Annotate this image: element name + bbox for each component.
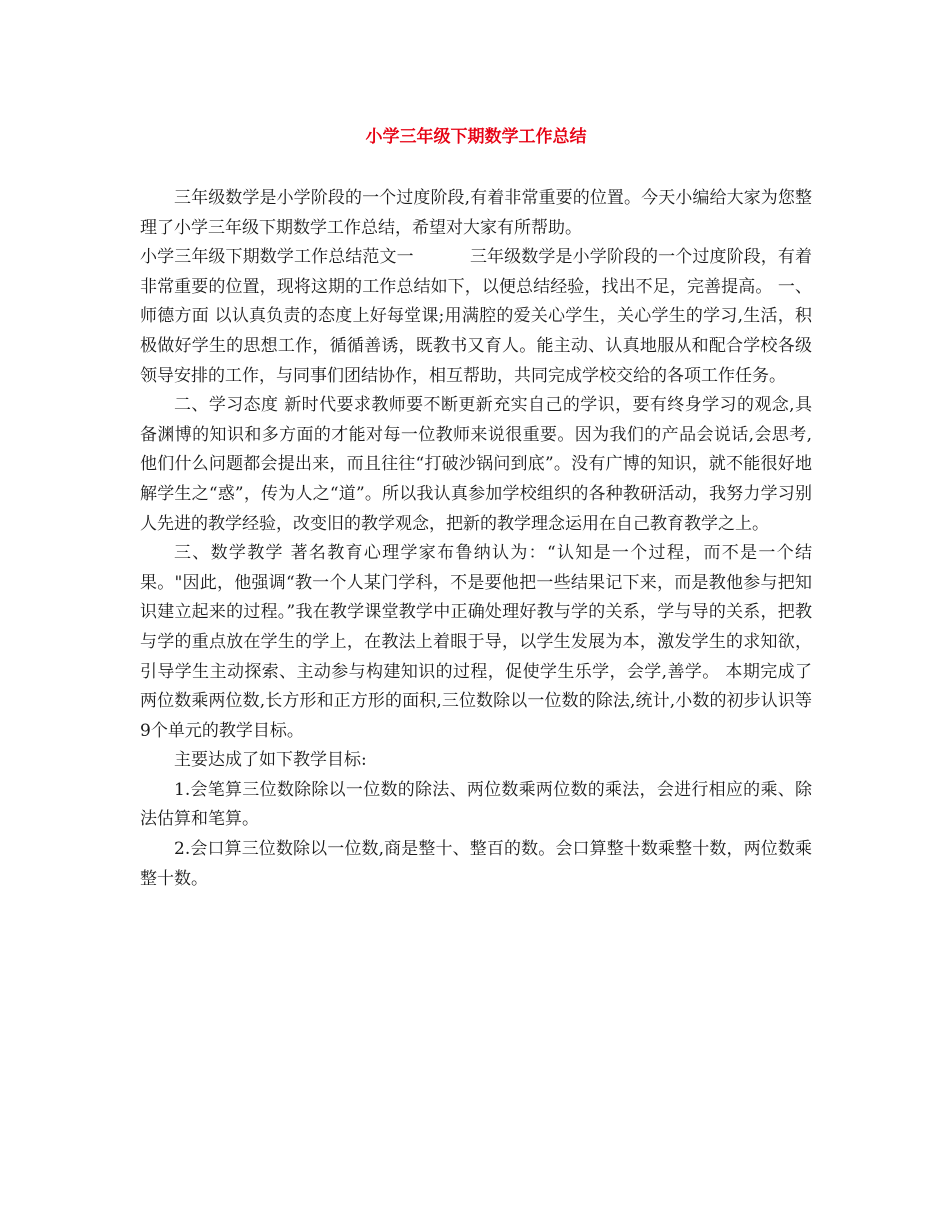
paragraph-goal-2: 2.会口算三位数除以一位数,商是整十、整百的数。会口算整十数乘整十数，两位数乘整十数。 <box>140 839 812 889</box>
paragraph-intro: 三年级数学是小学阶段的一个过度阶段,有着非常重要的位置。今天小编给大家为您整理了小学三年级下期数学工作总结，希望对大家有所帮助。 <box>140 188 812 238</box>
paragraph-study-attitude: 二、学习态度 新时代要求教师要不断更新充实自己的学识，要有终身学习的观念,具备渊博的知识和多方面的才能对每一位教师来说很重要。因为我们的产品会说话,会思考,他们什么问题都会提出来，而且往往“打破沙锅问到底”。没有广博的知识，就不能很好地解学生之“惑”，传为人之“道”。所以我认真参加学校组织的各种教研活动，我努力学习别人先进的教学经验，改变旧的教学观念，把新的教学理念运用在自己教育教学之上。 <box>140 395 812 534</box>
paragraph-goals-heading: 主要达成了如下教学目标: <box>174 750 367 771</box>
section-heading: 小学三年级下期数学工作总结范文一 <box>140 247 414 268</box>
paragraph-math-teaching: 三、数学教学 著名教育心理学家布鲁纳认为：“认知是一个过程，而不是一个结果。"因此，他强调“教一个人某门学科，不是要他把一些结果记下来，而是教他参与把知识建立起来的过程。”我在教学课堂教学中正确处理好教与学的关系，学与导的关系，把教与学的重点放在学生的学上，在教法上着眼于导，以学生发展为本，激发学生的求知欲，引导学生主动探索、主动参与构建知识的过程，促使学生乐学，会学,善学。 本期完成了两位数乘两位数,长方形和正方形的面积,三位数除以一位数的除法,统计,小数的初步认识等9个单元的教学目标。 <box>140 543 812 741</box>
paragraph-section-one <box>140 243 812 391</box>
document-body <box>140 184 812 894</box>
section-intro-text: 三年级数学是小学阶段的一个过度阶段，有着非常重要的位置，现将这期的工作总结如下，以便总结经验，找出不足，完善提高。 一、师德方面 以认真负责的态度上好每堂课;用满腔的爱关心学生，关心学生的学习,生活，积极做好学生的思想工作，循循善诱，既教书又育人。能主动、认真地服从和配合学校各级领导安排的工作，与同事们团结协作，相互帮助，共同完成学校交给的各项工作任务。 <box>140 247 813 386</box>
document-title: 小学三年级下期数学工作总结 <box>365 127 587 147</box>
paragraph-goal-1: 1.会笔算三位数除除以一位数的除法、两位数乘两位数的乘法，会进行相应的乘、除法估算和笔算。 <box>140 779 812 830</box>
